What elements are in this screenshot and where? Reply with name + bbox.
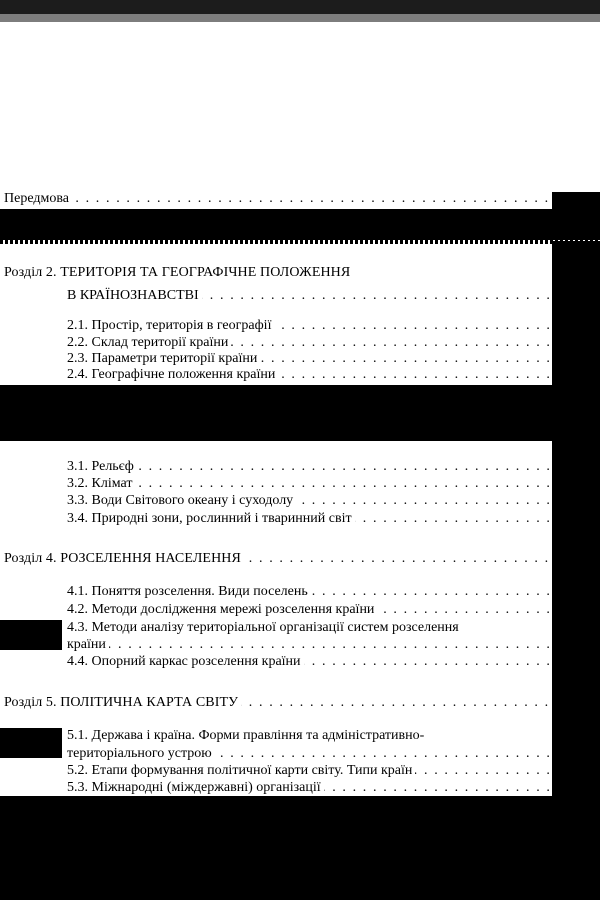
toc-item-2-4: . . . 2.4. Географічне положення країни: [67, 366, 552, 384]
redaction-block: [0, 385, 600, 441]
redaction-block: [0, 209, 552, 241]
redaction-block: [0, 620, 62, 650]
toc-item-5-1-line2: . . . територіального устрою: [67, 745, 552, 763]
right-margin-block: [552, 241, 600, 796]
chapter2-title-line1: Розділ 2. ТЕРИТОРІЯ ТА ГЕОГРАФІЧНЕ ПОЛОЖЕННЯ: [4, 265, 351, 280]
toc-preface: . . . Передмова: [4, 190, 552, 208]
toc-item-2-2: . . . 2.2. Склад території країни: [67, 334, 552, 352]
toc-item-4-3-line2: . . . країни: [67, 636, 552, 654]
top-dark-bar: [0, 0, 600, 14]
toc-item-5-1-line1: 5.1. Держава і країна. Форми правління та адміністративно-: [67, 728, 425, 743]
toc-item-4-1: . . . 4.1. Поняття розселення. Види поселень: [67, 583, 552, 601]
toc-item-3-4: . . . 3.4. Природні зони, рослинний і тваринний світ: [67, 510, 552, 528]
toc-item-3-3: . . . 3.3. Води Світового океану і суходолу: [67, 492, 552, 510]
cut-line: [0, 240, 600, 244]
redaction-block: [0, 796, 600, 900]
toc-item-2-1: . . . 2.1. Простір, територія в географії: [67, 317, 552, 335]
redaction-block: [552, 192, 600, 241]
toc-item-2-3: . . . 2.3. Параметри території країни: [67, 350, 552, 368]
chapter2-title-line2: . . . В КРАЇНОЗНАВСТВІ: [67, 287, 552, 305]
toc-item-3-1: . . . 3.1. Рельєф: [67, 458, 552, 476]
top-grey-bar: [0, 14, 600, 22]
toc-item-4-3-line1: 4.3. Методи аналізу територіальної організації систем розселення: [67, 620, 459, 635]
toc-item-4-4: . . . 4.4. Опорний каркас розселення країни: [67, 653, 552, 671]
chapter5-title: . . . Розділ 5. ПОЛІТИЧНА КАРТА СВІТУ: [4, 694, 552, 712]
chapter4-title: . . . Розділ 4. РОЗСЕЛЕННЯ НАСЕЛЕННЯ: [4, 550, 552, 568]
toc-item-4-2: . . . 4.2. Методи дослідження мережі розселення країни: [67, 601, 552, 619]
toc-item-3-2: . . . 3.2. Клімат: [67, 475, 552, 493]
toc-item-5-3: . . . 5.3. Міжнародні (міждержавні) організації: [67, 779, 552, 797]
toc-item-5-2: . . . 5.2. Етапи формування політичної карти світу. Типи країн: [67, 762, 552, 780]
redaction-block: [0, 728, 62, 758]
